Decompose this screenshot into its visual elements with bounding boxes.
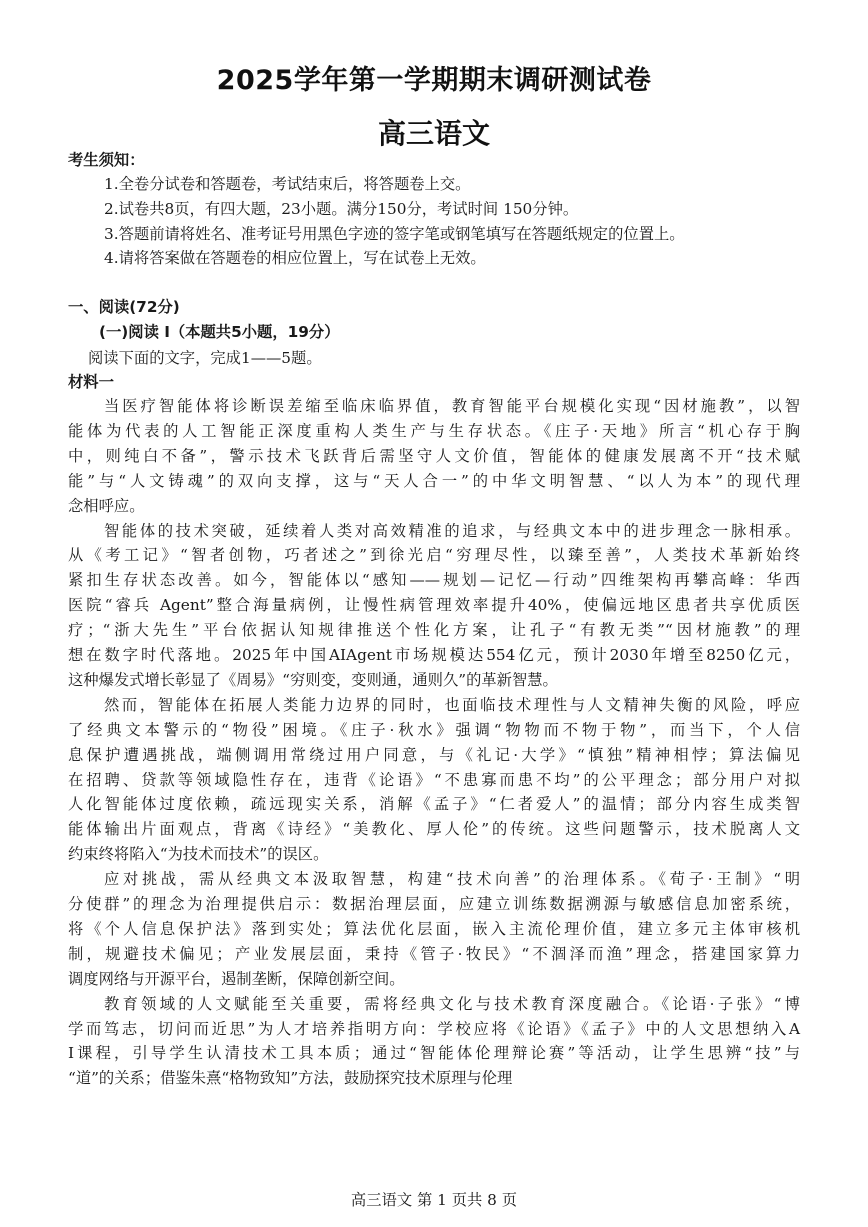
paragraph-line: 应对挑战，需从经典文本汲取智慧，构建“技术向善”的治理体系。《荀子·王制》“明 <box>104 870 800 888</box>
section-heading: 一、阅读(72分) <box>68 298 180 316</box>
paragraph-line: 医院“睿兵 Agent”整合海量病例，让慢性病管理效率提升40%，使偏远地区患者共享优质医 <box>68 596 800 614</box>
paragraph-line: 教育领域的人文赋能至关重要，需将经典文化与技术教育深度融合。《论语·子张》“博 <box>104 995 800 1013</box>
paragraph-line: 约束终将陷入“为技术而技术”的误区。 <box>68 845 329 863</box>
paragraph-line: 然而，智能体在拓展人类能力边界的同时，也面临技术理性与人文精神失衡的风险，呼应 <box>104 696 800 714</box>
reading-instruction: 阅读下面的文字，完成1——5题。 <box>88 349 322 367</box>
notice-item: 1.全卷分试卷和答题卷，考试结束后，将答题卷上交。 <box>104 175 471 193</box>
paragraph-line: “道”的关系；借鉴朱熹“格物致知”方法，鼓励探究技术原理与伦理 <box>68 1069 513 1087</box>
paragraph-line: 息保护遭遇挑战，端侧调用常绕过用户同意，与《礼记·大学》“慎独”精神相悖；算法偏见 <box>68 746 800 764</box>
subject-title: 高三语文 <box>377 117 490 150</box>
paragraph-line: 能体为代表的人工智能正深度重构人类生产与生存状态。《庄子·天地》所言“机心存于胸 <box>68 422 800 440</box>
notice-item: 4.请将答案做在答题卷的相应位置上，写在试卷上无效。 <box>104 249 486 267</box>
paragraph-line: 调度网络与开源平台，遏制垄断，保障创新空间。 <box>68 970 405 988</box>
paragraph-line: 人化智能体过度依赖，疏远现实关系，消解《孟子》“仁者爱人”的温情；部分内容生成类智 <box>68 795 800 813</box>
page-footer: 高三语文 第 1 页共 8 页 <box>350 1191 518 1209</box>
paragraph-line: 智能体的技术突破，延续着人类对高效精准的追求，与经典文本中的进步理念一脉相承。 <box>104 522 800 540</box>
paragraph-line: 念相呼应。 <box>68 497 145 515</box>
notice-item: 2.试卷共8页，有四大题，23小题。满分150分，考试时间 150分钟。 <box>104 200 579 218</box>
exam-title: 2025学年第一学期期末调研测试卷 <box>216 65 652 96</box>
paragraph-line: 在招聘、贷款等领域隐性存在，违背《论语》“不患寡而患不均”的公平理念；部分用户对拟 <box>68 771 800 789</box>
subsection-heading: (一)阅读 I（本题共5小题，19分） <box>99 323 340 341</box>
material-label: 材料一 <box>68 373 114 391</box>
notice-item: 3.答题前请将姓名、准考证号用黑色字迹的签字笔或钢笔填写在答题纸规定的位置上。 <box>104 225 685 243</box>
paragraph-line: 这种爆发式增长彰显了《周易》“穷则变，变则通，通则久”的革新智慧。 <box>68 671 558 689</box>
paragraph-line: 紧扣生存状态改善。如今，智能体以“感知——规划—记忆—行动”四维架构再攀高峰：华西 <box>68 571 800 589</box>
paragraph-line: 将《个人信息保护法》落到实处；算法优化层面，嵌入主流伦理价值，建立多元主体审核机 <box>68 920 800 938</box>
paragraph-line: 从《考工记》“智者创物，巧者述之”到徐光启“穷理尽性，以臻至善”，人类技术革新始终 <box>68 546 800 564</box>
paragraph-line: 疗；“浙大先生”平台依据认知规律推送个性化方案，让孔子“有教无类”“因材施教”的理 <box>68 621 800 639</box>
paragraph-line: 中，则纯白不备”，警示技术飞跃背后需坚守人文价值，智能体的健康发展离不开“技术赋 <box>68 447 800 465</box>
paragraph-line: I课程，引导学生认清技术工具本质；通过“智能体伦理辩论赛”等活动，让学生思辨“技”与 <box>68 1044 800 1062</box>
notice-heading: 考生须知： <box>68 151 145 169</box>
paragraph-line: 制，规避技术偏见；产业发展层面，秉持《管子·牧民》“不涸泽而渔”理念，搭建国家算力 <box>68 945 800 963</box>
paragraph-line: 了经典文本警示的“物役”困境。《庄子·秋水》强调“物物而不物于物”，而当下，个人信 <box>68 721 800 739</box>
paragraph-line: 能”与“人文铸魂”的双向支撑，这与“天人合一”的中华文明智慧、“以人为本”的现代理 <box>68 472 800 490</box>
paragraph-line: 当医疗智能体将诊断误差缩至临床临界值，教育智能平台规模化实现“因材施教”，以智 <box>104 397 800 415</box>
paragraph-line: 想在数字时代落地。2025年中国AIAgent市场规模达554亿元，预计2030年增至8250亿元， <box>68 646 800 664</box>
paragraph-line: 能体输出片面观点，背离《诗经》“美教化、厚人伦”的传统。这些问题警示，技术脱离人文 <box>68 820 800 838</box>
paragraph-line: 学而笃志，切问而近思”为人才培养指明方向：学校应将《论语》《孟子》中的人文思想纳入A <box>68 1020 800 1038</box>
paragraph-line: 分使群”的理念为治理提供启示：数据治理层面，应建立训练数据溯源与敏感信息加密系统， <box>68 895 800 913</box>
